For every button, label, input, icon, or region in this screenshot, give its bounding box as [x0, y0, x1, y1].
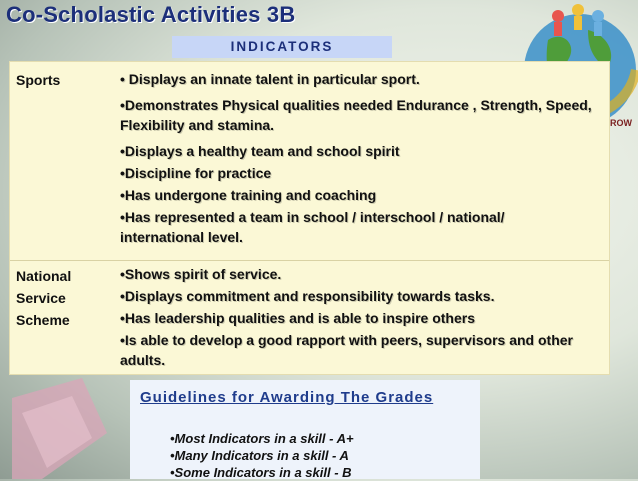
nss-indicators — [120, 264, 605, 370]
list-item: • Displays an innate talent in particular sport. — [120, 71, 420, 87]
chalk-decoration — [12, 378, 107, 479]
section-divider — [10, 260, 609, 261]
grade-item: •Some Indicators in a skill - B — [170, 465, 352, 480]
list-item: •Discipline for practice — [120, 165, 272, 181]
list-item: •Displays a healthy team and school spirit — [120, 143, 400, 159]
indicators-table — [9, 61, 610, 375]
grade-item: •Many Indicators in a skill - A — [170, 448, 349, 463]
list-item: •Demonstrates Physical qualities needed Endurance , Strength, Speed, Flexibility and stamina. — [120, 97, 592, 133]
section-label-sports: Sports — [16, 72, 61, 88]
list-item: •Has undergone training and coaching — [120, 187, 377, 203]
guidelines-title: Guidelines for Awarding The Grades — [140, 389, 434, 406]
list-item: •Has represented a team in school / interschool / national/ international level. — [120, 209, 505, 245]
list-item: •Displays commitment and responsibility towards tasks. — [120, 288, 495, 304]
guidelines-box — [130, 380, 480, 479]
slide-title: Co-Scholastic Activities 3B — [6, 2, 296, 27]
grade-item: •Most Indicators in a skill - A+ — [170, 431, 354, 446]
list-item: •Shows spirit of service. — [120, 266, 282, 282]
list-item: •Is able to develop a good rapport with peers, supervisors and other adults. — [120, 332, 573, 368]
section-label-nss: National Service Scheme — [16, 268, 72, 328]
grades-list — [170, 430, 354, 481]
indicators-heading: INDICATORS — [172, 36, 392, 58]
sports-indicators — [120, 69, 600, 247]
logo-text: ROW — [610, 118, 632, 128]
list-item: •Has leadership qualities and is able to inspire others — [120, 310, 476, 326]
